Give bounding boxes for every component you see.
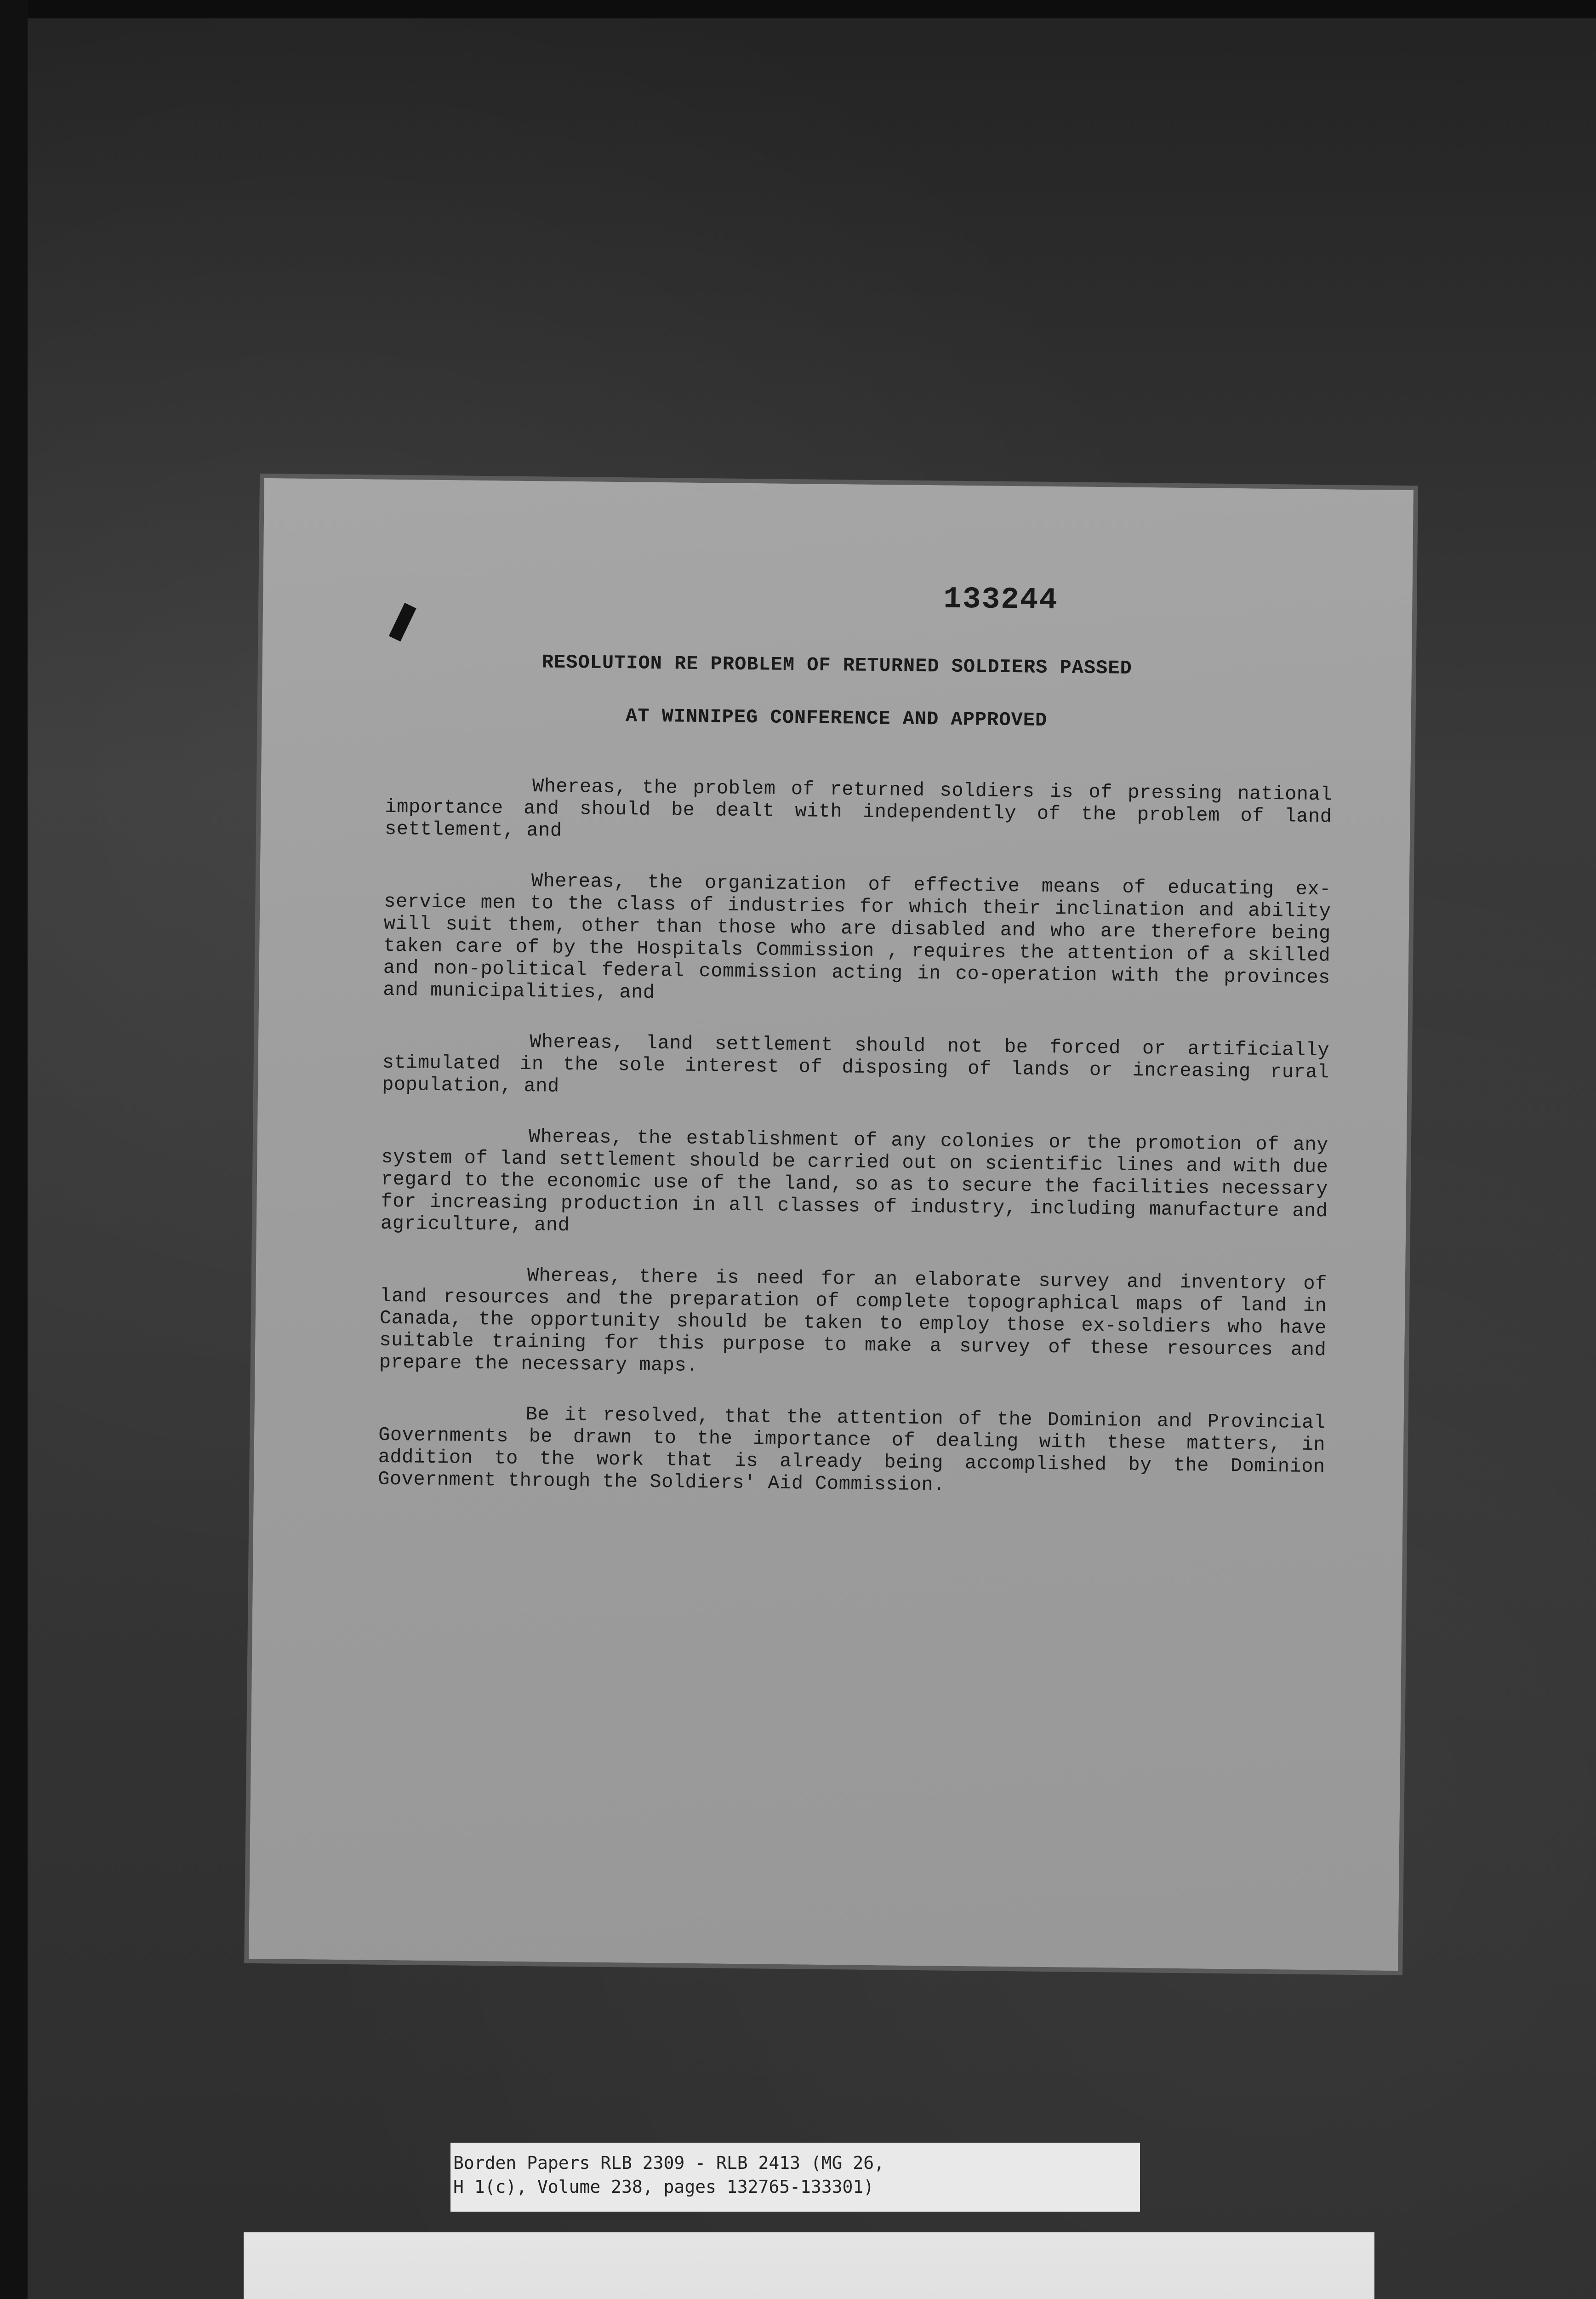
document-heading-line-1: RESOLUTION RE PROBLEM OF RETURNED SOLDIERS PASSED xyxy=(542,651,1133,680)
paragraph-whereas-3: Whereas, land settlement should not be forced or artificially stimulated in the sole interest of disposing of lands or increasing rural population, and xyxy=(382,1031,1330,1098)
reference-line-1: Borden Papers RLB 2309 - RLB 2413 (MG 26, xyxy=(453,2153,884,2173)
reference-label xyxy=(450,2143,1140,2212)
paragraph-whereas-4: Whereas, the establishment of any colonies or the promotion of any system of land settlement should be carried out on scientific lines and with due regard to the economic use of the land, so as to secure the facilities necessary for increasing production in all classes of industry, including manufacture and agriculture, and xyxy=(380,1126,1329,1237)
ink-mark xyxy=(389,603,416,641)
document-heading-line-2: AT WINNIPEG CONFERENCE AND APPROVED xyxy=(625,705,1048,732)
paragraph-whereas-5: Whereas, there is need for an elaborate survey and inventory of land resources and the preparation of complete topographical maps of land in Canada, the opportunity should be taken to employ those ex-soldiers who have suitable training for this purpose to make a survey of these resources and prepare the necessary maps. xyxy=(379,1264,1328,1377)
paragraph-whereas-1: Whereas, the problem of returned soldiers is of pressing national importance and should be dealt with independently of the problem of land settlement, and xyxy=(384,775,1333,842)
paragraph-whereas-2: Whereas, the organization of effective means of educating ex-service men to the class of industries for which their inclination and ability will suit them, other than those who are disabled and who are therefore being taken care of by the Hospitals Commission , requires the attention of a skilled and non-political federal commission acting in co-operation with the provinces and municipalities, and xyxy=(383,870,1332,1004)
typed-document-page xyxy=(249,478,1414,1971)
document-number: 133244 xyxy=(943,582,1059,618)
reference-line-2: H 1(c), Volume 238, pages 132765-133301) xyxy=(453,2177,874,2197)
paragraph-resolution: Be it resolved, that the attention of the Dominion and Provincial Governments be drawn to the importance of dealing with these matters, in addition to the work that is already being accomplished by the Dominion Government through the Soldiers' Aid Commission. xyxy=(377,1403,1326,1496)
film-border-top xyxy=(0,0,1596,18)
archive-card xyxy=(244,2232,1374,2299)
film-border-left xyxy=(0,0,28,2299)
document-body xyxy=(377,774,1332,1528)
